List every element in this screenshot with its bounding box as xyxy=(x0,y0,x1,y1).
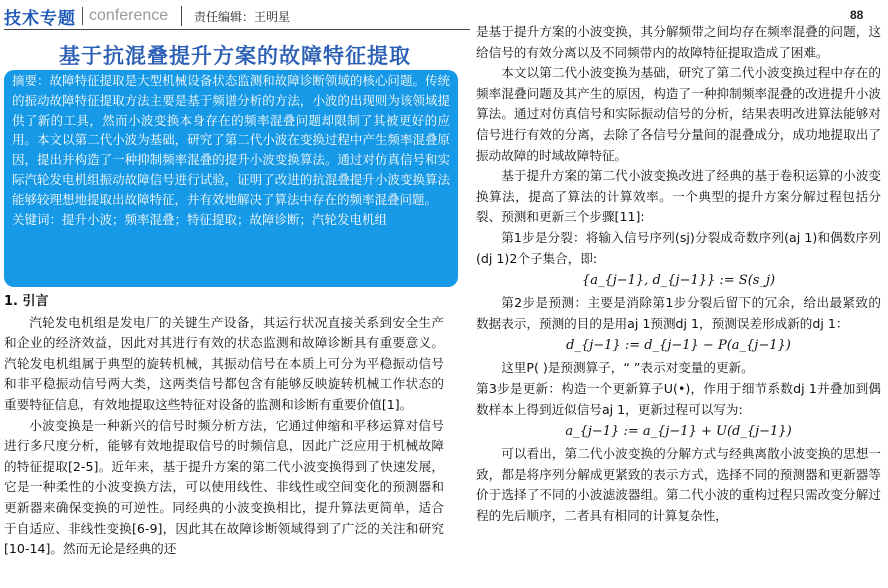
keywords: 关键词：提升小波；频率混叠；特征提取；故障诊断；汽轮发电机组 xyxy=(12,211,388,227)
article-title: 基于抗混叠提升方案的故障特征提取 xyxy=(59,44,411,68)
header-brand xyxy=(4,3,168,29)
header-rule xyxy=(4,29,470,30)
abstract-box xyxy=(4,70,458,287)
intro-paragraph-1: 汽轮发电机组是发电厂的关键生产设备，其运行状况直接关系到安全生产和企业的经济效益，因此对其进行有效的状态监测和故障诊断具有重要意义。汽轮发电机组属于典型的旋转机械，其振动信号在本质上可分为平稳振动信号和非平稳振动信号两大类，这两类信号都包含有能够反映旋转机械工作状态的重要特征信息，有效地提取这些特征对设备的监测和诊断有重要价值[1]。 xyxy=(4,314,444,412)
step-1-text: 第1步是分裂：将输入信号序列(sj)分裂成奇数序列(aj 1)和偶数序列(dj 1)2个子集合，即: xyxy=(476,229,881,266)
predict-operator-note: 这里P( )是预测算子，“ ”表示对变量的更新。 xyxy=(501,360,754,376)
equation-split: {a_{j−1}, d_{j−1}} := S(s_j) xyxy=(581,273,776,289)
body-paragraph-2: 基于提升方案的第二代小波变换改进了经典的基于卷积运算的小波变换算法，提高了算法的计算效率。一个典型的提升方案分解过程包括分裂、预测和更新三个步骤[11]: xyxy=(476,168,881,225)
body-paragraph-1: 本文以第二代小波变换为基础，研究了第二代小波变换过程中存在的频率混叠问题及其产生的原因，构造了一种抑制频率混叠的改进提升小波算法。通过对仿真信号和实际振动信号的分析，结果表明改进算法能够对信号进行有效的分离，去除了各信号分量间的混叠成分，成功地提取出了振动故障的时域故障特征。 xyxy=(476,65,881,163)
conference-label: conference xyxy=(89,7,169,24)
step-2-text: 第2步是预测：主要是消除第1步分裂后留下的冗余，给出最紧致的数据表示，预测的目的是用aj 1预测dj 1，预测误差形成新的dj 1： xyxy=(476,295,881,331)
right-column xyxy=(476,22,881,526)
abstract-text: 摘要：故障特征提取是大型机械设备状态监测和故障诊断领域的核心问题。传统的振动故障特征提取方法主要是基于频谱分析的方法，小波的出现则为该领域提供了新的工具，然而小波变换本身存在的频率混叠问题却限制了其被更好的应用。本文以第二代小波为基础，研究了第二代小波在变换过程中产生频率混叠原因，提出并构造了一种抑制频率混叠的提升小波变换算法。通过对仿真信号和实际汽轮发电机组振动故障信号进行试验，证明了改进的抗混叠提升小波变换算法能够较理想地提取出故障特征，并有效地解决了算法中存在的频率混叠问题。 xyxy=(12,73,450,207)
step-3-text: 第3步是更新：构造一个更新算子U(•)，作用于细节系数dj 1并叠加到偶数样本上得到近似信号aj 1，更新过程可以写为: xyxy=(476,380,881,417)
equation-update: a_{j−1} := a_{j−1} + U(d_{j−1}) xyxy=(565,424,792,440)
page-number: 88 xyxy=(850,8,864,22)
section-label: 技术专题 xyxy=(4,8,76,29)
header-divider xyxy=(82,7,83,25)
intro-paragraph-2: 小波变换是一种新兴的信号时频分析方法，它通过伸缩和平移运算对信号进行多尺度分析，能够有效地提取信号的时频信息，因此广泛应用于机械故障的特征提取[2-5]。近年来，基于提升方案的第二代小波变换得到了快速发展，它是一种柔性的小波变换方法，可以使用线性、非线性或空间变化的预测器和更新器来确保变换的可逆性。同经典的小波变换相比，提升算法更简单，适合于自适应、非线性变换[6-9]，因此其在故障诊断领域得到了广泛的关注和研究[10-14]。然而无论是经典的还 xyxy=(4,417,444,557)
left-column xyxy=(4,292,444,560)
header-vertical-divider xyxy=(181,6,182,26)
section-heading: 1. 引言 xyxy=(4,294,49,309)
equation-predict: d_{j−1} := d_{j−1} − P(a_{j−1}) xyxy=(566,338,791,354)
body-paragraph-3: 可以看出，第二代小波变换的分解方式与经典离散小波变换的思想一致，都是将序列分解成更紧致的表示方式，选择不同的预测器和更新器等价于选择了不同的小波滤波器组。第二代小波的重构过程只需改变分解过程的先后顺序，二者具有相同的计算复杂性， xyxy=(476,446,881,523)
editor-credit: 责任编辑：王明星 xyxy=(194,10,291,24)
continued-paragraph: 是基于提升方案的小波变换，其分解频带之间均存在频率混叠的问题，这给信号的有效分离以及不同频带内的故障特征提取造成了困难。 xyxy=(476,24,881,60)
